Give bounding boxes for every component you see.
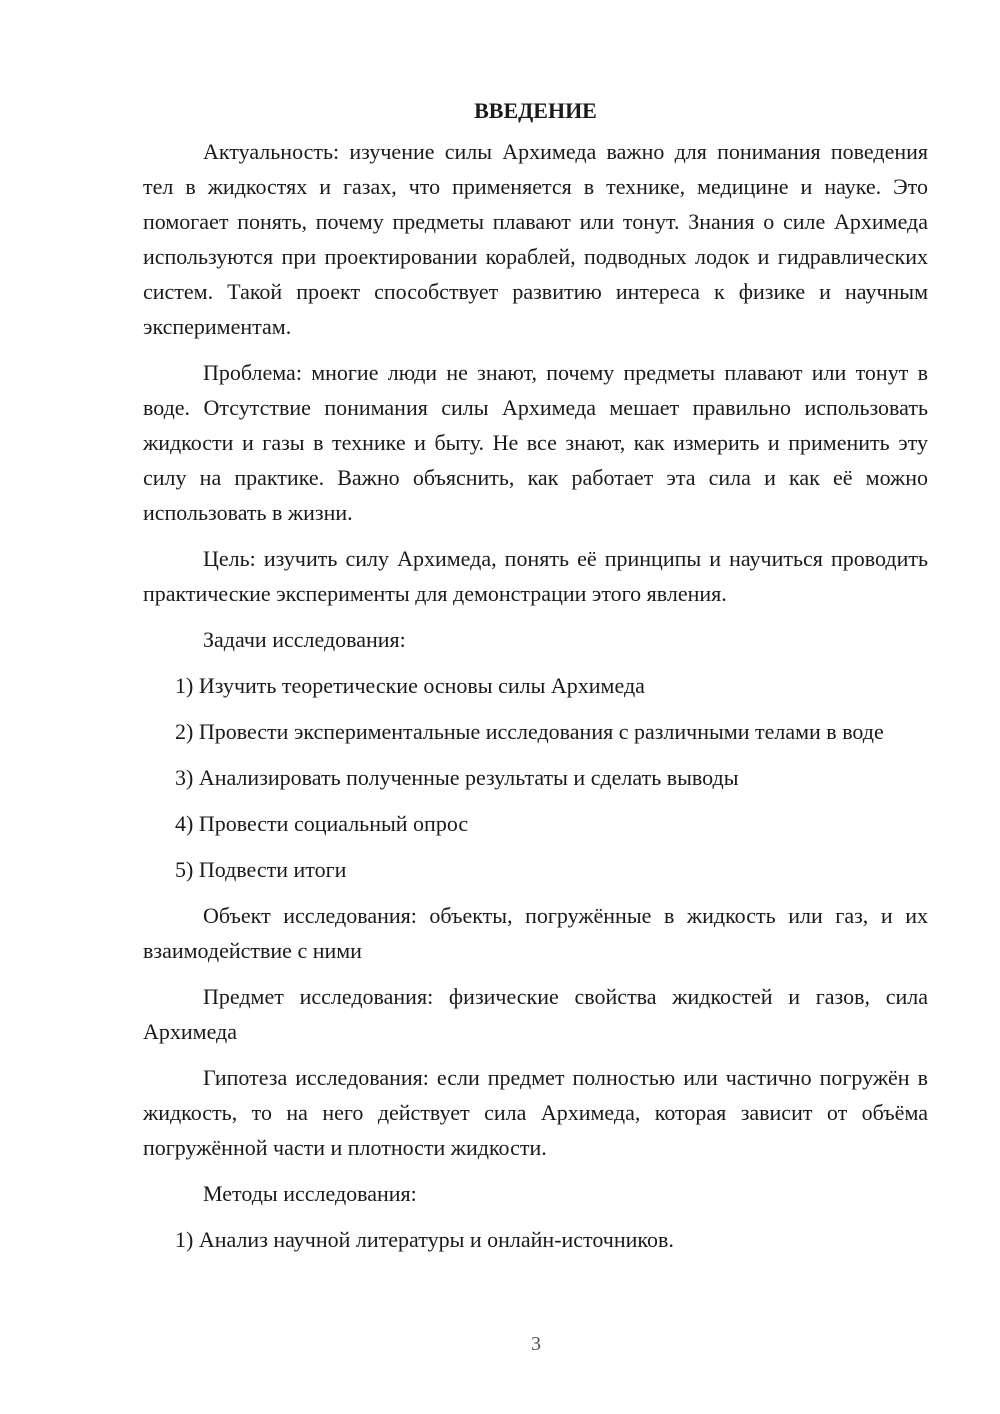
task-item: 3) Анализировать полученные результаты и сделать выводы: [175, 765, 739, 790]
section-title: ВВЕДЕНИЕ: [474, 98, 597, 123]
task-item: 1) Изучить теоретические основы силы Архимеда: [175, 673, 645, 698]
task-item: 4) Провести социальный опрос: [175, 811, 469, 836]
methods-heading: Методы исследования:: [203, 1181, 417, 1206]
document-page: [143, 93, 928, 1268]
relevance-paragraph: Актуальность: изучение силы Архимеда важно для понимания поведения тел в жидкостях и газах, что применяется в технике, медицине и науке. Это помогает понять, почему предметы плавают или тонут. Знания о силе Архимеда используются при проектировании кораблей, подводных лодок и гидравлических систем. Такой проект способствует развитию интереса к физике и научным экспериментам.: [143, 139, 928, 339]
goal-paragraph: Цель: изучить силу Архимеда, понять её принципы и научиться проводить практические эксперименты для демонстрации этого явления.: [143, 546, 928, 606]
task-item: 2) Провести экспериментальные исследования с различными телами в воде: [175, 719, 884, 744]
page-number: 3: [531, 1333, 541, 1355]
subject-paragraph: Предмет исследования: физические свойства жидкостей и газов, сила Архимеда: [143, 984, 928, 1044]
task-item: 5) Подвести итоги: [175, 857, 347, 882]
hypothesis-paragraph: Гипотеза исследования: если предмет полностью или частично погружён в жидкость, то на него действует сила Архимеда, которая зависит от объёма погружённой части и плотности жидкости.: [143, 1065, 928, 1160]
method-item: 1) Анализ научной литературы и онлайн-источников.: [175, 1227, 674, 1252]
object-paragraph: Объект исследования: объекты, погружённые в жидкость или газ, и их взаимодействие с ними: [143, 903, 928, 963]
problem-paragraph: Проблема: многие люди не знают, почему предметы плавают или тонут в воде. Отсутствие понимания силы Архимеда мешает правильно использовать жидкости и газы в технике и быту. Не все знают, как измерить и применить эту силу на практике. Важно объяснить, как работает эта сила и как её можно использовать в жизни.: [143, 360, 928, 525]
tasks-heading: Задачи исследования:: [203, 627, 406, 652]
